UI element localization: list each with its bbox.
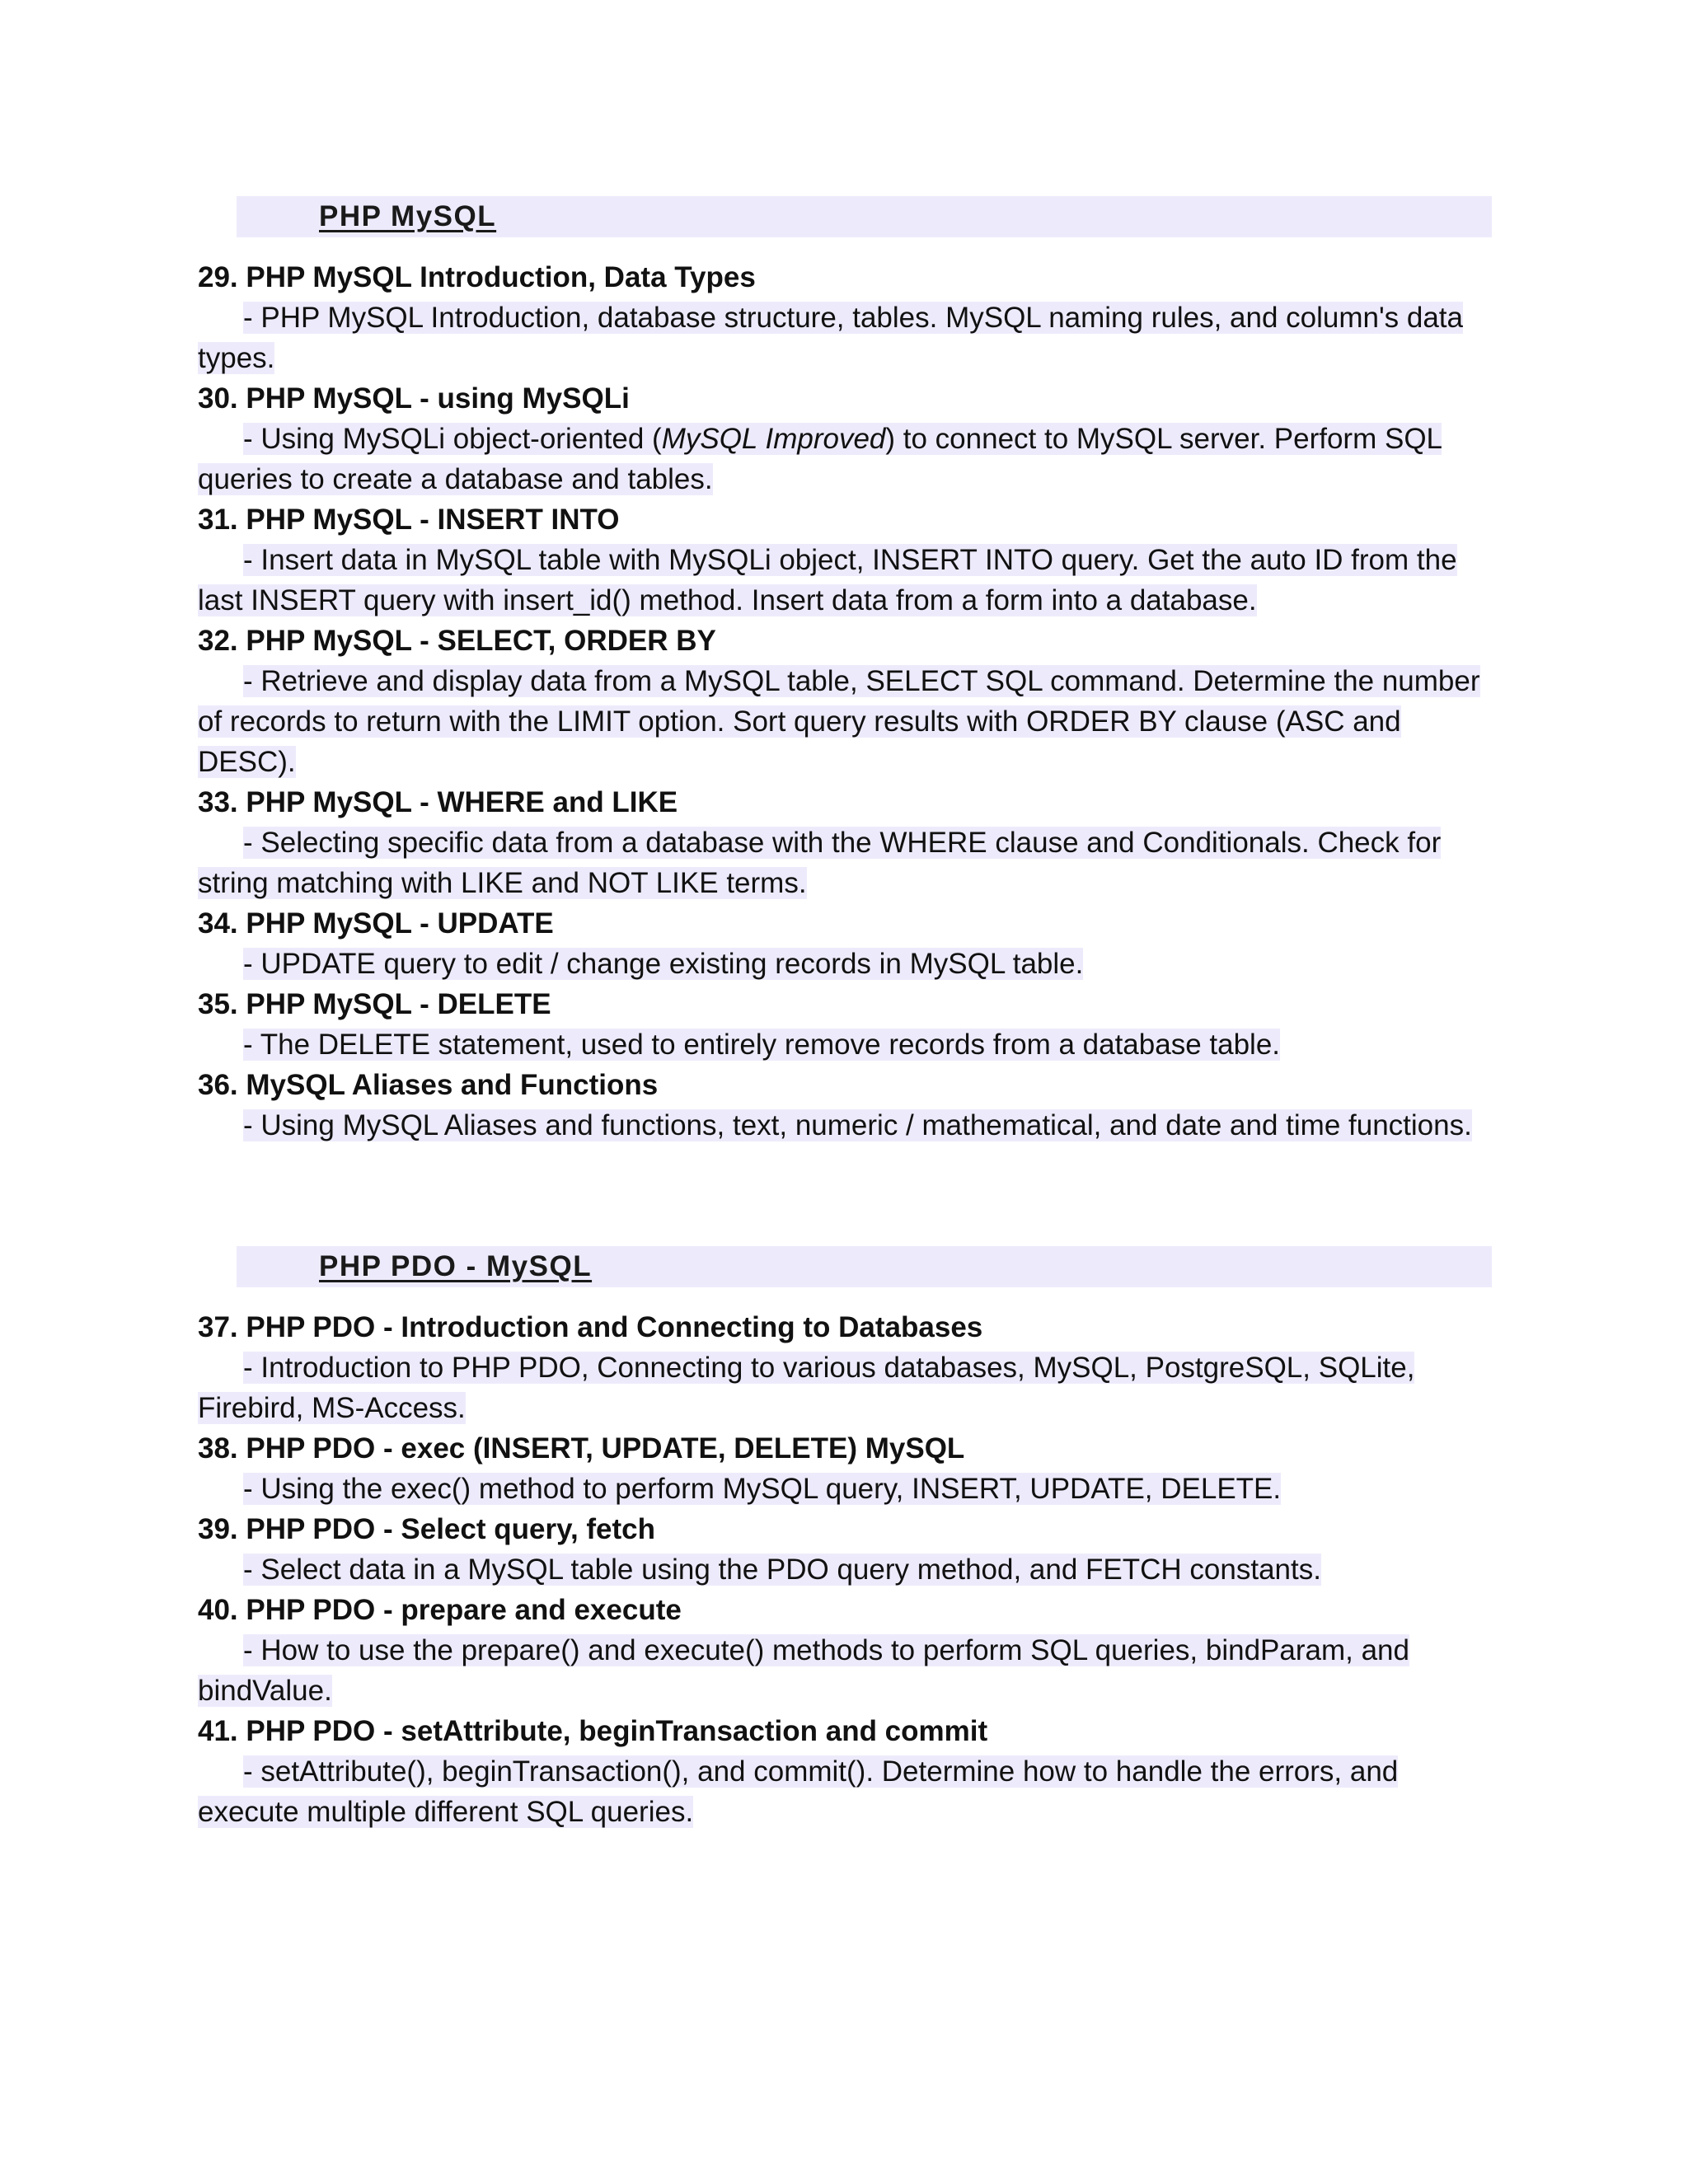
section-header-php-mysql <box>237 196 1492 237</box>
item-description: - Insert data in MySQL table with MySQLi object, INSERT INTO query. Get the auto ID from the last INSERT query with insert_id() method. Insert data from a form into a database. <box>198 544 1457 616</box>
item-title: 34. PHP MySQL - UPDATE <box>198 907 554 940</box>
list-item <box>198 782 1492 903</box>
item-title: 32. PHP MySQL - SELECT, ORDER BY <box>198 625 716 657</box>
item-title: 38. PHP PDO - exec (INSERT, UPDATE, DELETE) MySQL <box>198 1432 965 1465</box>
item-title: 29. PHP MySQL Introduction, Data Types <box>198 261 756 293</box>
item-description: - The DELETE statement, used to entirely remove records from a database table. <box>243 1029 1281 1061</box>
list-item <box>198 1711 1492 1832</box>
item-title: 40. PHP PDO - prepare and execute <box>198 1594 682 1626</box>
emphasis-text: MySQL Improved <box>661 423 886 455</box>
item-title: 31. PHP MySQL - INSERT INTO <box>198 504 620 536</box>
document-page <box>198 196 1492 1832</box>
item-description: - Select data in a MySQL table using the PDO query method, and FETCH constants. <box>243 1554 1321 1586</box>
list-item <box>198 621 1492 782</box>
section-title: PHP MySQL <box>319 200 497 232</box>
section-title: PHP PDO - MySQL <box>319 1250 593 1282</box>
list-item <box>198 1509 1492 1590</box>
list-item <box>198 984 1492 1065</box>
item-title: 41. PHP PDO - setAttribute, beginTransaction and commit <box>198 1715 988 1747</box>
list-item <box>198 1307 1492 1428</box>
item-title: 35. PHP MySQL - DELETE <box>198 988 551 1020</box>
item-title: 39. PHP PDO - Select query, fetch <box>198 1513 656 1545</box>
item-title: 33. PHP MySQL - WHERE and LIKE <box>198 786 678 818</box>
item-description: - UPDATE query to edit / change existing records in MySQL table. <box>243 948 1084 980</box>
item-description: - Using MySQL Aliases and functions, text, numeric / mathematical, and date and time functions. <box>243 1109 1472 1141</box>
item-description: - Retrieve and display data from a MySQL table, SELECT SQL command. Determine the number of records to return with the LIMIT option. Sort query results with ORDER BY clause (ASC and DESC). <box>198 665 1480 778</box>
list-item <box>198 257 1492 378</box>
item-description: - Using MySQLi object-oriented (MySQL Improved) to connect to MySQL server. Perform SQL queries to create a database and tables. <box>198 423 1442 495</box>
item-title: 36. MySQL Aliases and Functions <box>198 1069 659 1101</box>
item-description: - PHP MySQL Introduction, database structure, tables. MySQL naming rules, and column's data types. <box>198 302 1463 374</box>
item-title: 37. PHP PDO - Introduction and Connecting to Databases <box>198 1311 983 1343</box>
section-header-php-pdo <box>237 1246 1492 1287</box>
item-description: - setAttribute(), beginTransaction(), and commit(). Determine how to handle the errors, and execute multiple different SQL queries. <box>198 1755 1399 1828</box>
item-title: 30. PHP MySQL - using MySQLi <box>198 382 630 415</box>
item-description: - How to use the prepare() and execute() methods to perform SQL queries, bindParam, and bindValue. <box>198 1634 1409 1707</box>
list-item <box>198 1065 1492 1146</box>
item-description: - Selecting specific data from a database with the WHERE clause and Conditionals. Check for string matching with LIKE and NOT LIKE terms. <box>198 827 1442 899</box>
list-item <box>198 1590 1492 1711</box>
item-description: - Introduction to PHP PDO, Connecting to various databases, MySQL, PostgreSQL, SQLite, Firebird, MS-Access. <box>198 1352 1415 1424</box>
item-description: - Using the exec() method to perform MySQL query, INSERT, UPDATE, DELETE. <box>243 1473 1282 1505</box>
list-item <box>198 1428 1492 1509</box>
list-item <box>198 378 1492 499</box>
list-item <box>198 499 1492 621</box>
list-item <box>198 903 1492 984</box>
